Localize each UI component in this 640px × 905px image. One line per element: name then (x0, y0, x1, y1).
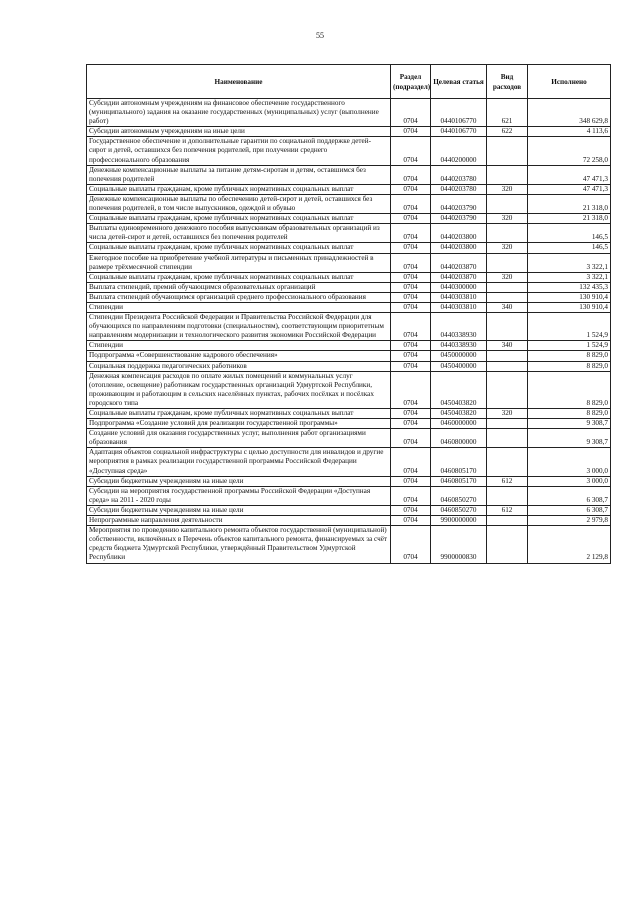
cell-section: 0704 (391, 313, 431, 341)
cell-name: Субсидии автономным учреждениям на иные цели (87, 127, 391, 137)
cell-type (487, 194, 528, 213)
cell-target: 0450400000 (431, 361, 487, 371)
cell-section: 0704 (391, 361, 431, 371)
table-row (87, 341, 611, 351)
cell-target: 0440303810 (431, 292, 487, 302)
cell-target: 0460805170 (431, 448, 487, 476)
table-row (87, 476, 611, 486)
cell-type (487, 371, 528, 408)
cell-name: Денежные компенсационные выплаты за питание детям-сиротам и детям, оставшимся без попечения родителей (87, 165, 391, 184)
cell-target: 0440338930 (431, 341, 487, 351)
cell-section: 0704 (391, 526, 431, 563)
table-row (87, 99, 611, 127)
cell-target: 0460805170 (431, 476, 487, 486)
cell-type: 340 (487, 302, 528, 312)
cell-executed: 8 829,0 (528, 409, 611, 419)
table-row (87, 243, 611, 253)
cell-executed: 8 829,0 (528, 361, 611, 371)
table-row (87, 361, 611, 371)
header-type: Вид расходов (487, 65, 528, 99)
cell-executed: 146,5 (528, 224, 611, 243)
table-row (87, 224, 611, 243)
cell-type: 320 (487, 243, 528, 253)
cell-section: 0704 (391, 137, 431, 165)
cell-executed: 2 129,8 (528, 526, 611, 563)
cell-target: 0440106770 (431, 99, 487, 127)
header-target: Целевая статья (431, 65, 487, 99)
cell-name: Мероприятия по проведению капитального ремонта объектов государственной (муниципальной) собственности, включённых в Перечень объектов капитального ремонта, финансируемых за счёт средств бюджета Удмуртской Республики, утверждённый Правительством Удмуртской Республики (87, 526, 391, 563)
cell-type (487, 292, 528, 302)
cell-section: 0704 (391, 341, 431, 351)
table-row (87, 409, 611, 419)
cell-executed: 2 979,8 (528, 516, 611, 526)
cell-name: Социальная поддержка педагогических работников (87, 361, 391, 371)
cell-executed: 3 322,1 (528, 253, 611, 272)
table-row (87, 214, 611, 224)
cell-name: Выплаты единовременного денежного пособия выпускникам образовательных организаций из числа детей-сирот и детей, оставшихся без попечения родителей (87, 224, 391, 243)
cell-section: 0704 (391, 214, 431, 224)
cell-target: 0440203790 (431, 214, 487, 224)
cell-name: Выплата стипендий обучающимся организаций среднего профессионального образования (87, 292, 391, 302)
cell-executed: 8 829,0 (528, 371, 611, 408)
cell-type: 612 (487, 505, 528, 515)
cell-type: 340 (487, 341, 528, 351)
cell-section: 0704 (391, 99, 431, 127)
cell-name: Субсидии бюджетным учреждениям на иные цели (87, 476, 391, 486)
cell-target: 0460850270 (431, 505, 487, 515)
cell-section: 0704 (391, 165, 431, 184)
cell-executed: 3 000,0 (528, 476, 611, 486)
cell-section: 0704 (391, 448, 431, 476)
cell-target: 0440203870 (431, 253, 487, 272)
cell-type (487, 419, 528, 429)
cell-type: 621 (487, 99, 528, 127)
table-row (87, 137, 611, 165)
header-name: Наименование (87, 65, 391, 99)
cell-name: Подпрограмма «Совершенствование кадрового обеспечения» (87, 351, 391, 361)
cell-name: Социальные выплаты гражданам, кроме публичных нормативных социальных выплат (87, 243, 391, 253)
page-number: 55 (316, 31, 324, 40)
cell-target: 9900000830 (431, 526, 487, 563)
header-executed: Исполнено (528, 65, 611, 99)
table-row (87, 448, 611, 476)
cell-type (487, 486, 528, 505)
cell-name: Субсидии автономным учреждениям на финансовое обеспечение государственного (муниципального) задания на оказание государственных (муниципальных) услуг (выполнение работ) (87, 99, 391, 127)
cell-target: 0440203780 (431, 184, 487, 194)
cell-name: Субсидии на мероприятия государственной программы Российской Федерации «Доступная среда» на 2011 - 2020 годы (87, 486, 391, 505)
cell-target: 0440203870 (431, 272, 487, 282)
cell-target: 0450000000 (431, 351, 487, 361)
cell-type (487, 313, 528, 341)
cell-type (487, 361, 528, 371)
cell-target: 9900000000 (431, 516, 487, 526)
cell-executed: 4 113,6 (528, 127, 611, 137)
cell-name: Социальные выплаты гражданам, кроме публичных нормативных социальных выплат (87, 184, 391, 194)
cell-type: 320 (487, 272, 528, 282)
cell-type (487, 165, 528, 184)
cell-section: 0704 (391, 253, 431, 272)
cell-section: 0704 (391, 282, 431, 292)
cell-name: Стипендии (87, 302, 391, 312)
cell-executed: 47 471,3 (528, 165, 611, 184)
cell-type (487, 253, 528, 272)
cell-type (487, 351, 528, 361)
table-row (87, 429, 611, 448)
cell-type: 320 (487, 409, 528, 419)
table-row (87, 184, 611, 194)
cell-name: Социальные выплаты гражданам, кроме публичных нормативных социальных выплат (87, 409, 391, 419)
cell-section: 0704 (391, 476, 431, 486)
cell-target: 0460000000 (431, 419, 487, 429)
cell-section: 0704 (391, 351, 431, 361)
cell-section: 0704 (391, 505, 431, 515)
cell-section: 0704 (391, 127, 431, 137)
cell-section: 0704 (391, 516, 431, 526)
cell-section: 0704 (391, 302, 431, 312)
cell-name: Социальные выплаты гражданам, кроме публичных нормативных социальных выплат (87, 272, 391, 282)
table-row (87, 419, 611, 429)
cell-target: 0440106770 (431, 127, 487, 137)
cell-target: 0460850270 (431, 486, 487, 505)
table-row (87, 371, 611, 408)
table-header-row (87, 65, 611, 99)
cell-executed: 3 000,0 (528, 448, 611, 476)
table-row (87, 302, 611, 312)
cell-target: 0440203800 (431, 224, 487, 243)
cell-type: 320 (487, 214, 528, 224)
cell-executed: 9 308,7 (528, 429, 611, 448)
table-row (87, 194, 611, 213)
table-row (87, 292, 611, 302)
cell-executed: 47 471,3 (528, 184, 611, 194)
cell-type (487, 137, 528, 165)
cell-section: 0704 (391, 184, 431, 194)
cell-executed: 72 258,0 (528, 137, 611, 165)
cell-executed: 146,5 (528, 243, 611, 253)
cell-executed: 9 308,7 (528, 419, 611, 429)
table-row (87, 313, 611, 341)
cell-target: 0450403820 (431, 371, 487, 408)
cell-section: 0704 (391, 194, 431, 213)
cell-executed: 6 308,7 (528, 505, 611, 515)
table-row (87, 127, 611, 137)
cell-target: 0440203780 (431, 165, 487, 184)
cell-name: Социальные выплаты гражданам, кроме публичных нормативных социальных выплат (87, 214, 391, 224)
cell-executed: 21 318,0 (528, 194, 611, 213)
cell-name: Создание условий для оказания государственных услуг, выполнения работ организациями образования (87, 429, 391, 448)
cell-executed: 6 308,7 (528, 486, 611, 505)
table-row (87, 526, 611, 563)
cell-target: 0440203790 (431, 194, 487, 213)
table-row (87, 282, 611, 292)
cell-name: Субсидии бюджетным учреждениям на иные цели (87, 505, 391, 515)
cell-name: Стипендии Президента Российской Федерации и Правительства Российской Федерации для обучающихся по направлениям подготовки (специальностям), соответствующим приоритетным направлениям модернизации и технологического развития экономики Российской Федерации (87, 313, 391, 341)
cell-target: 0450403820 (431, 409, 487, 419)
cell-executed: 348 629,8 (528, 99, 611, 127)
cell-target: 0440200000 (431, 137, 487, 165)
cell-target: 0440303810 (431, 302, 487, 312)
cell-type (487, 526, 528, 563)
cell-executed: 1 524,9 (528, 341, 611, 351)
table-row (87, 272, 611, 282)
cell-type: 320 (487, 184, 528, 194)
cell-section: 0704 (391, 243, 431, 253)
cell-name: Подпрограмма «Создание условий для реализации государственной программы» (87, 419, 391, 429)
cell-section: 0704 (391, 429, 431, 448)
cell-executed: 130 910,4 (528, 302, 611, 312)
cell-target: 0440300000 (431, 282, 487, 292)
cell-section: 0704 (391, 371, 431, 408)
cell-executed: 21 318,0 (528, 214, 611, 224)
table-row (87, 516, 611, 526)
table-row (87, 505, 611, 515)
cell-name: Выплата стипендий, премий обучающимся образовательных организаций (87, 282, 391, 292)
cell-type (487, 516, 528, 526)
cell-section: 0704 (391, 409, 431, 419)
cell-executed: 3 322,1 (528, 272, 611, 282)
header-section: Раздел (подраздел) (391, 65, 431, 99)
cell-type (487, 282, 528, 292)
cell-executed: 1 524,9 (528, 313, 611, 341)
budget-table (86, 64, 611, 564)
cell-target: 0460800000 (431, 429, 487, 448)
cell-executed: 132 435,3 (528, 282, 611, 292)
cell-type: 612 (487, 476, 528, 486)
cell-section: 0704 (391, 272, 431, 282)
cell-type (487, 429, 528, 448)
cell-section: 0704 (391, 419, 431, 429)
cell-executed: 8 829,0 (528, 351, 611, 361)
cell-type: 622 (487, 127, 528, 137)
cell-name: Адаптация объектов социальной инфраструктуры с целью доступности для инвалидов и другие мероприятия в рамках реализации государственной программы Российской Федерации «Доступная среда» (87, 448, 391, 476)
table-row (87, 253, 611, 272)
cell-name: Денежная компенсация расходов по оплате жилых помещений и коммунальных услуг (отопление, освещение) работникам государственных организаций Удмуртской Республики, проживающим и работающим в сельских населённых пунктах, рабочих посёлках и посёлках городского типа (87, 371, 391, 408)
cell-name: Непрограммные направления деятельности (87, 516, 391, 526)
cell-name: Стипендии (87, 341, 391, 351)
cell-name: Ежегодное пособие на приобретение учебной литературы и письменных принадлежностей в размере трёхмесячной стипендии (87, 253, 391, 272)
table-row (87, 165, 611, 184)
cell-target: 0440338930 (431, 313, 487, 341)
table-row (87, 486, 611, 505)
table-row (87, 351, 611, 361)
cell-target: 0440203800 (431, 243, 487, 253)
cell-executed: 130 910,4 (528, 292, 611, 302)
cell-section: 0704 (391, 224, 431, 243)
cell-type (487, 224, 528, 243)
cell-section: 0704 (391, 292, 431, 302)
cell-type (487, 448, 528, 476)
cell-name: Денежные компенсационные выплаты по обеспечению детей-сирот и детей, оставшихся без попечения родителей, в том числе выпускников, одеждой и обувью (87, 194, 391, 213)
cell-name: Государственное обеспечение и дополнительные гарантии по социальной поддержке детей-сирот и детей, оставшихся без попечения родителей, при получении среднего профессионального образования (87, 137, 391, 165)
cell-section: 0704 (391, 486, 431, 505)
